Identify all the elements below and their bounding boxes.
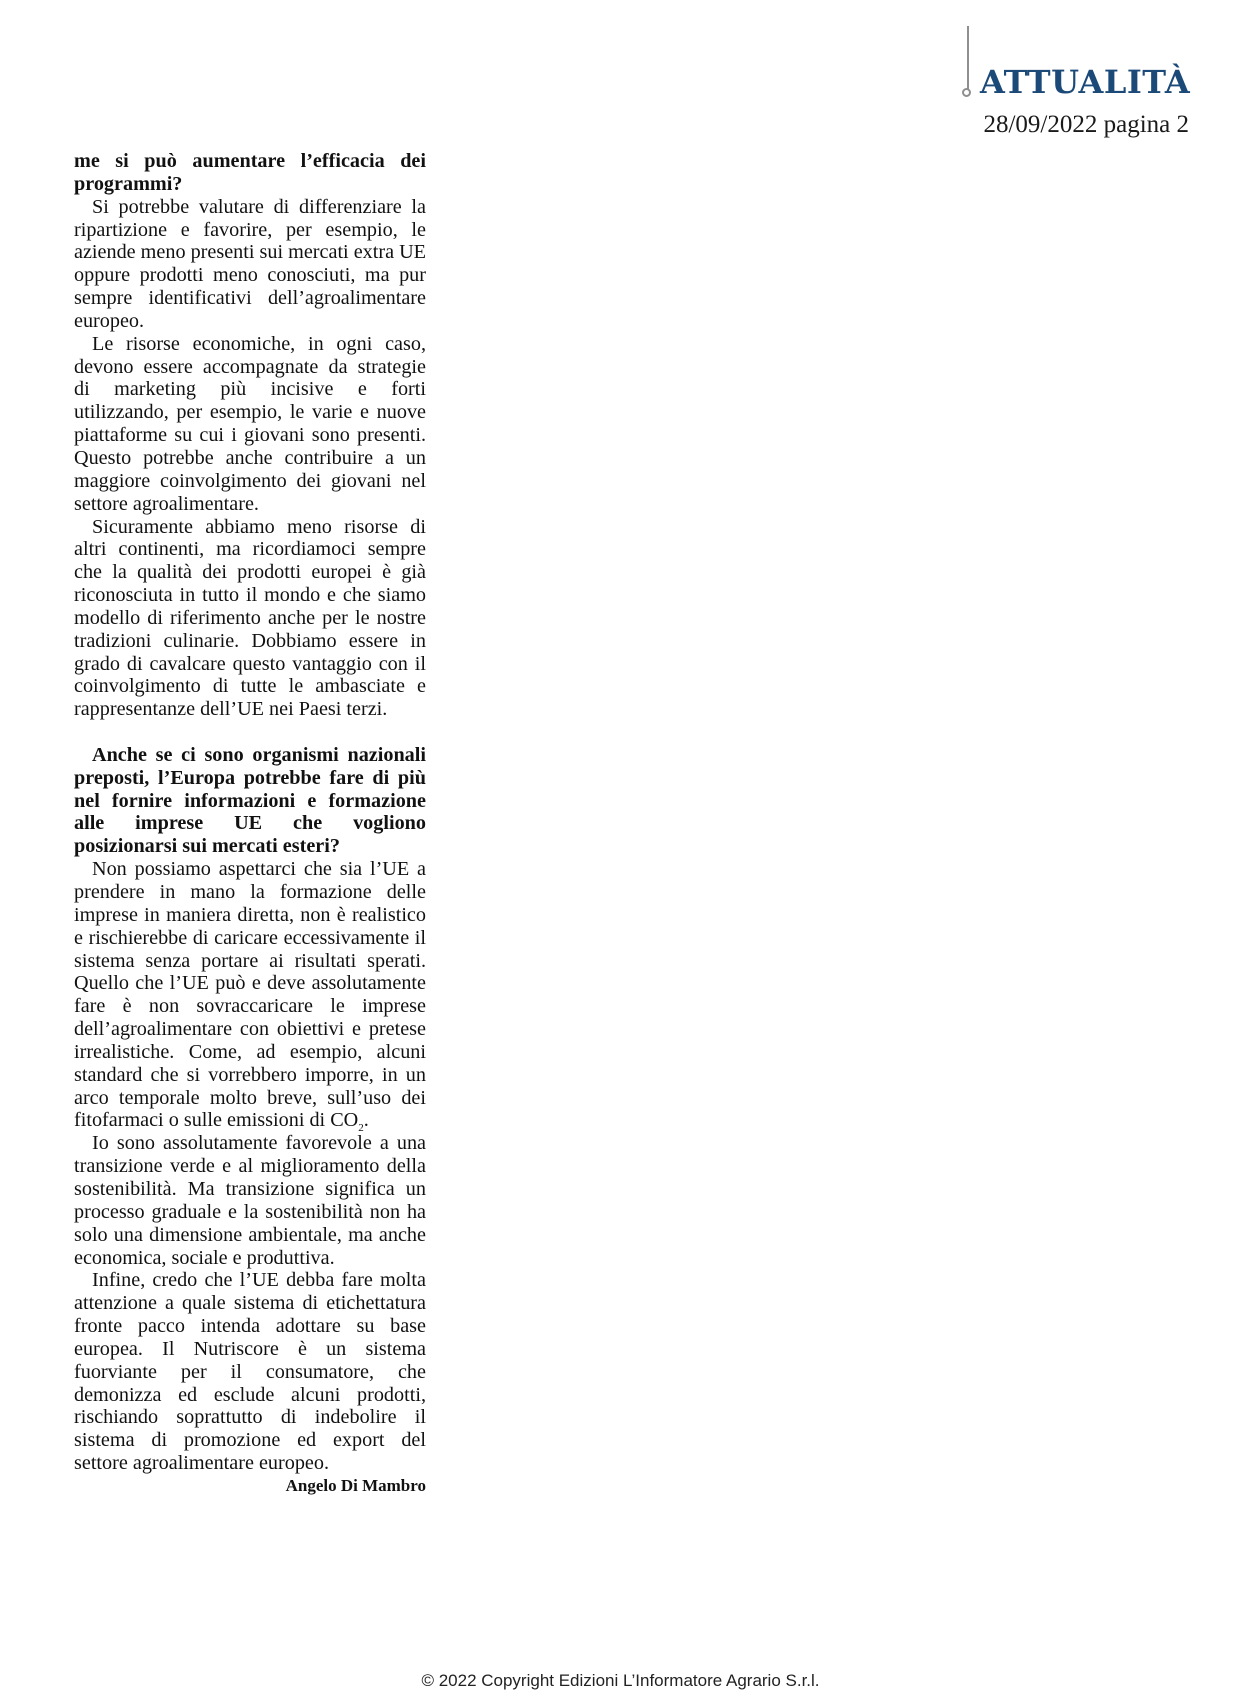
header-rule-dot [962,88,971,97]
answer-paragraph: Si potrebbe valutare di differenziare la ripartizione e favorire, per esempio, le aziende meno presenti sui mercati extra UE oppure prodotti meno conosciuti, ma pur sempre identificativi dell’agroalimentare europeo. [74,195,427,332]
subscript-two: 2 [358,1122,364,1135]
answer-text: Non possiamo aspettarci che sia l’UE a prendere in mano la formazione delle imprese in maniera diretta, non è realistico e rischierebbe di caricare eccessivamente il sistema senza portare ai risultati sperati. Quello che l’UE può e deve assolutamente fare è non sovraccaricare le imprese dell’agroalimentare con obiettivi e pretese irrealistiche. Come, ad esempio, alcuni standard che si vorrebbero imporre, in un arco temporale molto breve, sull’uso dei fitofarmaci o sulle emissioni di CO [74,858,426,1132]
date-page-label: 28/09/2022 pagina 2 [983,111,1189,138]
copyright-footer: © 2022 Copyright Edizioni L’Informatore Agrario S.r.l. [421,1671,820,1690]
question-continuation: me si può aumentare l’efficacia dei programmi? [74,150,426,195]
section-title: ATTUALITÀ [980,63,1191,101]
author-signature: Angelo Di Mambro [285,1475,426,1495]
header-vertical-rule [967,26,969,92]
article-body [74,150,426,1498]
answer-paragraph [74,858,426,1135]
answer-paragraph: Io sono assolutamente favorevole a una transizione verde e al miglioramento della sostenibilità. Ma transizione significa un processo graduale e la sostenibilità non ha solo una dimensione ambientale, ma anche economica, sociale e produttiva. [74,1132,426,1269]
answer-paragraph: Infine, credo che l’UE debba fare molta attenzione a quale sistema di etichettatura fronte pacco intenda adottare su base europea. Il Nutriscore è un sistema fuorviante per il consumatore, che demonizza ed esclude alcuni prodotti, rischiando soprattutto di indebolire il sistema di promozione ed export del settore agroalimentare europeo. [74,1269,426,1475]
interview-question: Anche se ci sono organismi nazionali preposti, l’Europa potrebbe fare di più nel fornire informazioni e formazione alle imprese UE che vogliono posizionarsi sui mercati esteri? [74,743,426,858]
answer-text-end: . [363,1109,369,1132]
answer-paragraph: Sicuramente abbiamo meno risorse di altri continenti, ma ricordiamoci sempre che la qualità dei prodotti europei è già riconosciuta in tutto il mondo e che siamo modello di riferimento anche per le nostre tradizioni culinarie. Dobbiamo essere in grado di cavalcare questo vantaggio con il coinvolgimento di tutte le ambasciate e rappresentanze dell’UE nei Paesi terzi. [74,515,426,721]
answer-paragraph: Le risorse economiche, in ogni caso, devono essere accompagnate da strategie di marketing più incisive e forti utilizzando, per esempio, le varie e nuove piattaforme su cui i giovani sono presenti. Questo potrebbe anche contribuire a un maggiore coinvolgimento dei giovani nel settore agroalimentare. [74,332,426,515]
